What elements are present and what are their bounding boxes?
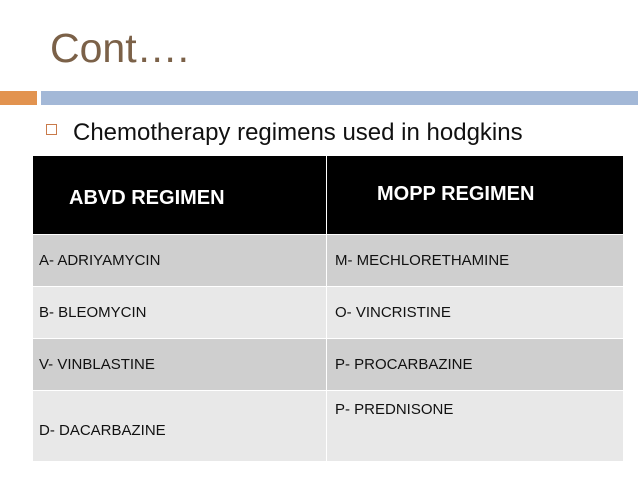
table-row [33, 287, 624, 339]
square-bullet-icon [46, 124, 57, 135]
header-mopp [327, 156, 624, 235]
header-mopp-label: MOPP REGIMEN [377, 182, 535, 205]
table-row [33, 391, 624, 462]
cell-text: D- DACARBAZINE [39, 422, 166, 439]
table-cell [33, 287, 327, 339]
cell-text: M- MECHLORETHAMINE [335, 252, 510, 269]
cell-text: O- VINCRISTINE [335, 304, 451, 321]
slide-title: Cont…. [50, 25, 189, 71]
table-cell [327, 235, 624, 287]
regimen-table [32, 155, 624, 462]
header-abvd [33, 156, 327, 235]
table-cell [33, 391, 327, 462]
cell-text: B- BLEOMYCIN [39, 304, 147, 321]
table-cell [327, 339, 624, 391]
cell-text: V- VINBLASTINE [39, 356, 155, 373]
table-cell [327, 391, 624, 462]
cell-text: A- ADRIYAMYCIN [39, 252, 161, 269]
table-row [33, 339, 624, 391]
table-cell [33, 339, 327, 391]
cell-text: P- PROCARBAZINE [335, 356, 473, 373]
header-abvd-label: ABVD REGIMEN [69, 186, 225, 209]
title-accent-bar [0, 91, 37, 105]
bullet-text: Chemotherapy regimens used in hodgkins [73, 119, 523, 146]
table-row [33, 235, 624, 287]
table-cell [33, 235, 327, 287]
table-cell [327, 287, 624, 339]
title-rule-bar [41, 91, 638, 105]
cell-text: P- PREDNISONE [335, 401, 454, 418]
table-header-row [33, 156, 624, 235]
